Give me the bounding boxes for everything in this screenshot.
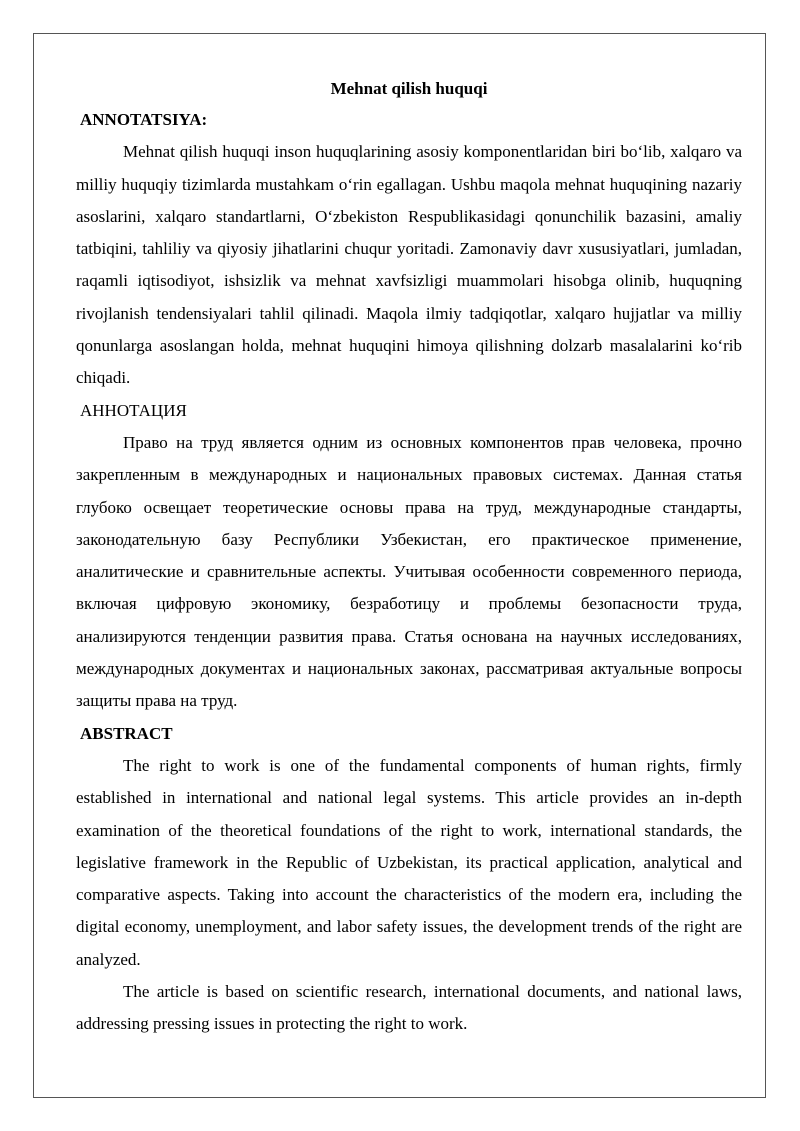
paragraph-abstract-2: The article is based on scientific research, international documents, and national laws, addressing pressing issues in protecting the right to work. (76, 982, 742, 1034)
section-heading-annotatsiya: ANNOTATSIYA: (80, 110, 208, 129)
section-annotatsiya-ru (76, 395, 742, 718)
section-heading-annotatsiya-ru: АННОТАЦИЯ (80, 400, 187, 420)
section-annotatsiya (76, 104, 742, 395)
section-abstract (76, 718, 742, 1041)
document-body (76, 73, 742, 1041)
paragraph-annotatsiya: Mehnat qilish huquqi inson huquqlarining asosiy komponentlaridan biri bo‘lib, xalqaro va milliy huquqiy tizimlarda mustahkam o‘rin egallagan. Ushbu maqola mehnat huquqining nazariy asoslarini, xalqaro standartlarni, O‘zbekiston Respublikasidagi qonunchilik bazasini, amaliy tatbiqini, tahliliy va qiyosiy jihatlarini chuqur yoritadi. Zamonaviy davr xususiyatlari, jumladan, raqamli iqtisodiyot, ishsizlik va mehnat xavfsizligi muammolari hisobga olinib, huquqning rivojlanish tendensiyalari tahlil qilinadi. Maqola ilmiy tadqiqotlar, xalqaro hujjatlar va milliy qonunlarga asoslangan holda, mehnat huquqini himoya qilishning dolzarb masalalarini ko‘rib chiqadi. (76, 142, 742, 388)
section-heading-abstract: ABSTRACT (80, 723, 173, 743)
paragraph-abstract-1: The right to work is one of the fundamental components of human rights, firmly established in international and national legal systems. This article provides an in-depth examination of the theoretical foundations of the right to work, international standards, the legislative framework in the Republic of Uzbekistan, its practical application, analytical and comparative aspects. Taking into account the characteristics of the modern era, including the digital economy, unemployment, and labor safety issues, the development trends of the right are analyzed. (76, 755, 742, 969)
document-title: Mehnat qilish huquqi (330, 79, 488, 98)
paragraph-annotatsiya-ru: Право на труд является одним из основных компонентов прав человека, прочно закрепленным в международных и национальных правовых системах. Данная статья глубоко освещает теоретические основы права на труд, международные стандарты, законодательную базу Республики Узбекистан, его практическое применение, аналитические и сравнительные аспекты. Учитывая особенности современного периода, включая цифровую экономику, безработицу и проблемы безопасности труда, анализируются тенденции развития права. Статья основана на научных исследованиях, международных документах и национальных законах, рассматривая актуальные вопросы защиты права на труд. (76, 432, 742, 711)
